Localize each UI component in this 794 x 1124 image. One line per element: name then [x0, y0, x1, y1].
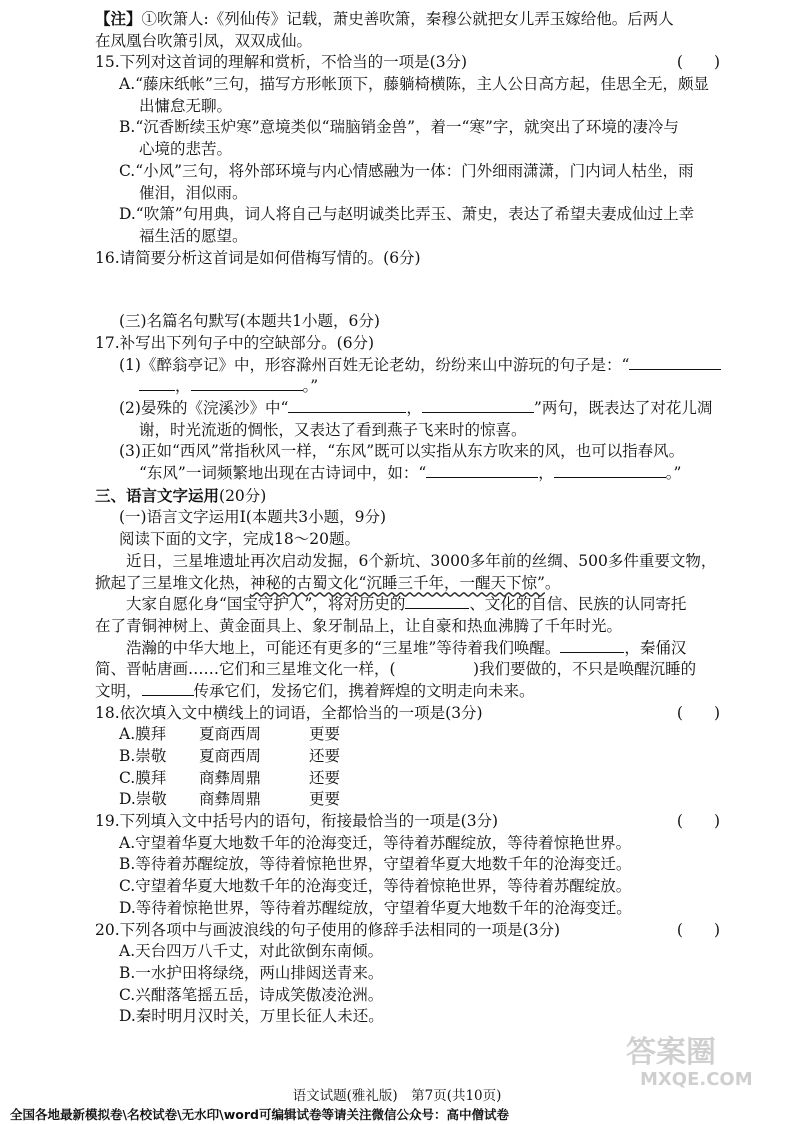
- q15-option-b-cont: 心境的悲苦。: [139, 140, 233, 159]
- q20-option-b: B.一水护田将绿绕，两山排闼送青来。: [119, 963, 384, 982]
- q18-c-word1: C.膜拜: [119, 768, 167, 787]
- q17-part1-cont: [95, 376, 720, 398]
- wavy-underlined-sentence: 神秘的古蜀文化“沉睡三千年，一醒天下惊”: [250, 573, 545, 592]
- passage-blank-1[interactable]: [405, 594, 469, 609]
- q18-b-word3: 还要: [309, 747, 341, 765]
- q20-option-c: C.兴酣落笔摇五岳，诗成笑傲凌沧洲。: [119, 985, 384, 1004]
- passage-blank-3[interactable]: [142, 681, 194, 696]
- q20-answer-paren: ( ): [676, 920, 720, 939]
- passage-intro: 阅读下面的文字，完成18～20题。: [119, 530, 360, 549]
- q15-option-c: C.“小风”三句，将外部环境与内心情感融为一体：门外细雨潇潇，门内词人枯坐，雨: [119, 161, 694, 180]
- q17-part2-comma: ，: [406, 399, 422, 417]
- q17-part1-end: 。”: [302, 377, 319, 396]
- q15-stem: 15.下列对这首词的理解和赏析，不恰当的一项是(3分): [95, 53, 468, 72]
- q15-stem-row: [95, 52, 720, 74]
- q19-option-b: B.等待着苏醒绽放，等待着惊艳世界，守望着华夏大地数千年的沧海变迁。: [119, 855, 632, 874]
- q20-stem-row: [95, 920, 720, 942]
- page-footer: 语文试题(雅礼版) 第7页(共10页): [292, 1088, 502, 1104]
- q17-part1-comma: ，: [175, 377, 191, 396]
- q17-stem: 17.补写出下列句子中的空缺部分。(6分): [95, 333, 375, 352]
- q18-b-word1: B.崇敬: [119, 747, 167, 765]
- q17-blank-5[interactable]: [422, 398, 534, 413]
- note-tag: 【注】: [95, 9, 142, 28]
- q15-option-d-cont: 福生活的愿望。: [139, 226, 248, 245]
- q17-blank-4[interactable]: [288, 398, 406, 413]
- q19-option-d: D.等待着惊艳世界，等待着苏醒绽放，守望着华夏大地数千年的沧海变迁。: [119, 898, 632, 917]
- q17-part3: (3)正如“西风”常指秋风一样，“东风”既可以实指从东方吹来的风，也可以指春风。: [119, 442, 685, 461]
- q20-option-a: A.天台四万八千丈，对此欲倒东南倾。: [119, 942, 384, 961]
- svg-text:MXQE.COM: MXQE.COM: [640, 1069, 753, 1090]
- q15-option-a-cont: 出慵怠无聊。: [139, 96, 233, 115]
- passage-p2-cont: 在了青铜神树上、黄金面具上、象牙制品上，让自豪和热血沸腾了千年时光。: [95, 616, 623, 635]
- q15-option-a: A.“藤床纸帐”三句，描写方形帐顶下，藤躺椅横陈，主人公日高方起，佳思全无，颇显: [119, 75, 709, 94]
- q17-part3-end: 。”: [665, 464, 682, 483]
- q17-part2: [95, 398, 720, 420]
- watermark-stamp-logo: [620, 1030, 790, 1090]
- q18-option-d: [95, 789, 720, 811]
- q18-d-word3: 更要: [309, 790, 341, 809]
- passage-p1-cont: [95, 573, 720, 595]
- passage-p3-end: [95, 681, 720, 703]
- q19-stem-row: [95, 811, 720, 833]
- q19-option-a: A.守望着华夏大地数千年的沧海变迁，等待着苏醒绽放，等待着惊艳世界。: [119, 833, 632, 852]
- part-3-heading: [95, 485, 720, 508]
- passage-p2: [95, 594, 720, 616]
- q18-b-word2: 夏商西周: [199, 747, 262, 765]
- q18-a-word3: 更要: [309, 725, 341, 744]
- passage-p1: 近日，三星堆遗址再次启动发掘，6个新坑、3000多年前的丝绸、500多件重要文物，: [126, 551, 717, 570]
- q16-answer-space: [95, 269, 720, 311]
- q17-part3-comma: ，: [538, 464, 554, 483]
- part-3-title: 三、语言文字运用: [95, 485, 220, 505]
- q18-stem-row: [95, 703, 720, 725]
- q19-option-c: C.守望着华夏大地数千年的沧海变迁，等待着惊艳世界，等待着苏醒绽放。: [119, 877, 632, 896]
- q17-part3-text: “东风”一词频繁地出现在古诗词中，如：“: [139, 464, 427, 483]
- svg-text:答案圈: 答案圈: [626, 1035, 716, 1070]
- passage-p1-lead: 掀起了三星堆文化热，: [95, 573, 251, 592]
- q18-c-word3: 还要: [309, 768, 341, 787]
- q18-c-word2: 商彝周鼎: [199, 768, 262, 787]
- q20-option-d: D.秦时明月汉时关，万里长征人未还。: [119, 1007, 384, 1026]
- q17-blank-1[interactable]: [629, 355, 721, 370]
- subsection-1-heading: (一)语言文字运用Ⅰ(本题共3小题，9分): [119, 508, 387, 527]
- q18-option-a: [95, 724, 720, 746]
- q18-answer-paren: ( ): [676, 703, 720, 722]
- q17-part2-text: (2)晏殊的《浣溪沙》中“: [119, 399, 289, 417]
- q16-stem: 16.请简要分析这首词是如何借梅写情的。(6分): [95, 248, 421, 267]
- q17-blank-7[interactable]: [554, 463, 666, 478]
- q18-d-word2: 商彝周鼎: [199, 790, 262, 809]
- passage-p3-tail: ，秦俑汉: [624, 638, 687, 657]
- part-3-score: (20分): [219, 486, 267, 505]
- q18-a-word1: A.膜拜: [119, 725, 167, 744]
- q20-stem: 20.下列各项中与画波浪线的句子使用的修辞手法相同的一项是(3分): [95, 920, 561, 939]
- passage-p3-final: 传承它们，发扬它们，携着辉煌的文明走向未来。: [193, 681, 535, 700]
- q17-blank-3[interactable]: [191, 376, 303, 391]
- q15-option-d: D.“吹箫”句用典，词人将自己与赵明诚类比弄玉、萧史，表达了希望夫妻成仙过上幸: [119, 205, 695, 224]
- passage-p3-text: 浩瀚的中华大地上，可能还有更多的“三星堆”等待着我们唤醒。: [126, 638, 561, 657]
- note-text: ①吹箫人:《列仙传》记载，萧史善吹箫，秦穆公就把女儿弄玉嫁给他。后两人: [141, 10, 674, 28]
- q17-part1-text: (1)《醉翁亭记》中，形容滁州百姓无论老幼，纷纷来山中游玩的句子是：“: [119, 355, 630, 374]
- q19-answer-paren: ( ): [676, 812, 720, 831]
- q17-part1: [95, 355, 720, 377]
- q17-part3-cont: [95, 463, 720, 485]
- footer-promo-note: 全国各地最新模拟卷\名校试卷\无水印\word可编辑试卷等请关注微信公众号：高中僧试卷: [10, 1107, 509, 1122]
- q18-a-word2: 夏商西周: [199, 725, 262, 744]
- note-line-2: 在凤凰台吹箫引凤，双双成仙。: [95, 31, 313, 50]
- section-3-heading: (三)名篇名句默写(本题共1小题，6分): [119, 312, 380, 331]
- q18-stem: 18.依次填入文中横线上的词语，全都恰当的一项是(3分): [95, 703, 483, 722]
- passage-p3: [95, 638, 720, 660]
- passage-p2-text: 大家自愿化身“国宝守护人”，将对历史的: [126, 595, 406, 614]
- q17-part2-tail: ”两句，既表达了对花儿凋: [533, 399, 713, 417]
- q17-part2-cont: 谢，时光流逝的惆怅，又表达了看到燕子飞来时的惊喜。: [139, 420, 527, 439]
- passage-blank-2[interactable]: [560, 638, 624, 653]
- q15-answer-paren: ( ): [676, 53, 720, 72]
- q19-stem: 19.下列填入文中括号内的语句，衔接最恰当的一项是(3分): [95, 812, 499, 831]
- q17-blank-2[interactable]: [139, 376, 175, 391]
- note-line-1: [95, 8, 720, 31]
- passage-p3-cont: 简、晋帖唐画……它们和三星堆文化一样，( )我们要做的，不只是唤醒沉睡的: [95, 660, 697, 679]
- passage-p3-lead: 文明，: [95, 681, 142, 700]
- passage-p1-end: 。: [544, 573, 561, 592]
- q15-option-c-cont: 催泪，泪似雨。: [139, 183, 248, 202]
- q18-option-c: [95, 768, 720, 790]
- q17-blank-6[interactable]: [426, 463, 538, 478]
- q18-option-b: [95, 746, 720, 768]
- exam-page: [95, 8, 720, 1028]
- q15-option-b: B.“沉香断续玉炉寒”意境类似“瑞脑销金兽”，着一“寒”字，就突出了环境的凄冷与: [119, 118, 679, 137]
- passage-p2-tail: 、文化的自信、民族的认同寄托: [469, 595, 687, 614]
- q18-d-word1: D.崇敬: [119, 790, 167, 809]
